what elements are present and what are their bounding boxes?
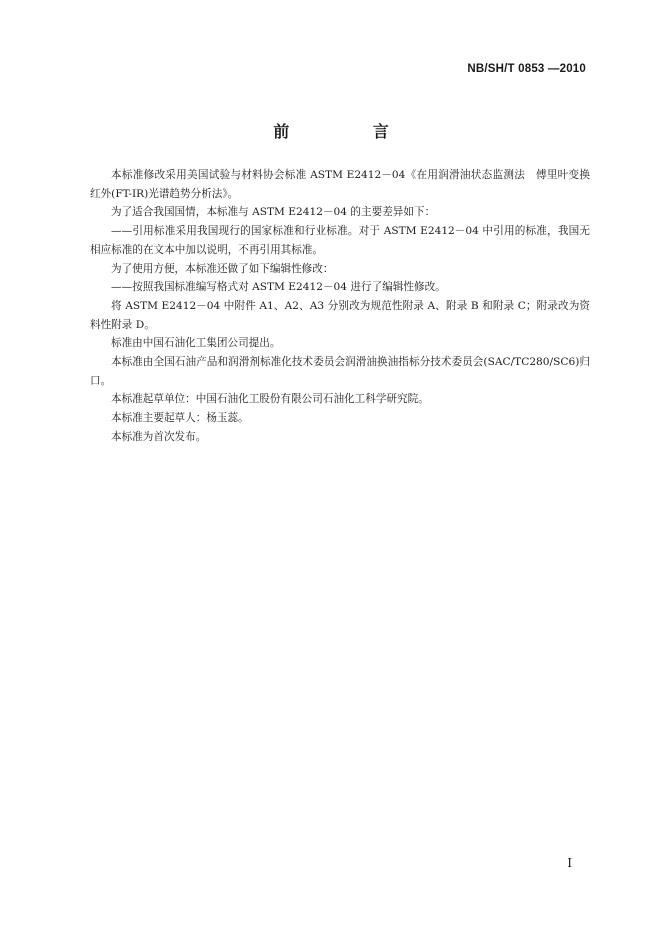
- paragraph-drafting-unit: 本标准起草单位：中国石油化工股份有限公司石油化工科学研究院。: [111, 393, 429, 406]
- standard-code: NB/SH/T 0853 —2010: [467, 63, 586, 75]
- paragraph-proposer: 标准由中国石油化工集团公司提出。: [111, 337, 281, 350]
- foreword-body: [90, 166, 590, 447]
- paragraph-adoption: 本标准修改采用美国试验与材料协会标准 ASTM E2412－04《在用润滑油状态监测法 傅里叶变换红外(FT-IR)光谱趋势分析法》。: [90, 169, 590, 200]
- paragraph-first-release: 本标准为首次发布。: [111, 430, 207, 443]
- paragraph-difference-item: ——引用标准采用我国现行的国家标准和行业标准。对于 ASTM E2412－04 中引用的标准，我国无相应标准的在文本中加以说明，不再引用其标准。: [90, 225, 590, 256]
- paragraph-differences-intro: 为了适合我国国情，本标准与 ASTM E2412－04 的主要差异如下：: [111, 206, 436, 219]
- paragraph-editorial-item: ——按照我国标准编写格式对 ASTM E2412－04 进行了编辑性修改。: [111, 281, 446, 294]
- paragraph-drafter: 本标准主要起草人：杨玉蕊。: [111, 412, 249, 425]
- page-number: I: [567, 856, 572, 870]
- paragraph-committee: 本标准由全国石油产品和润滑剂标准化技术委员会润滑油换油指标分技术委员会(SAC/TC280/SC6)归口。: [90, 356, 590, 387]
- page-title: 前 言: [273, 122, 428, 141]
- paragraph-editorial-intro: 为了使用方便，本标准还做了如下编辑性修改：: [111, 262, 334, 275]
- paragraph-annex-changes: 将 ASTM E2412－04 中附件 A1、A2、A3 分别改为规范性附录 A、附录 B 和附录 C；附录改为资料性附录 D。: [90, 299, 590, 331]
